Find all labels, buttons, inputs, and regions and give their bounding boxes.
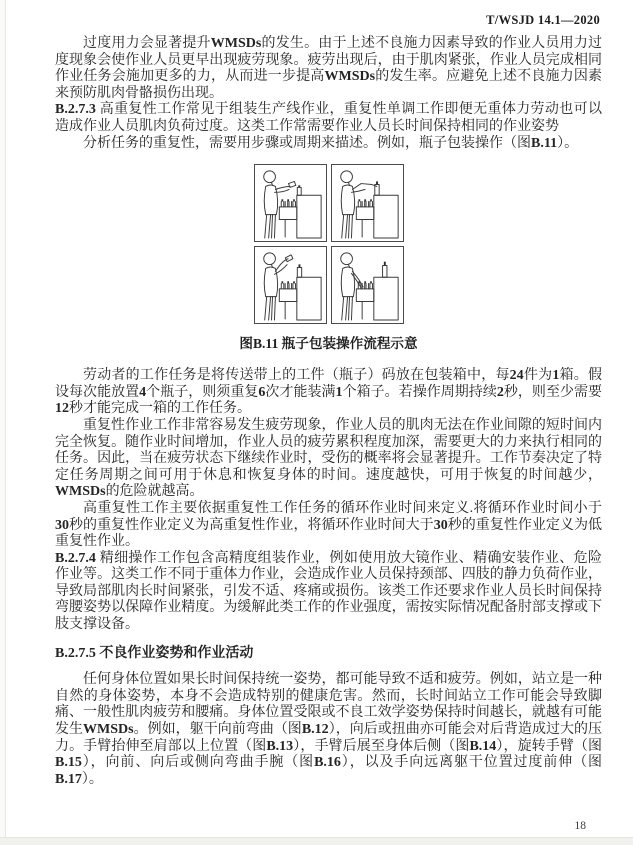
- paragraph: 分析任务的重复性，需要用步骤或周期来描述。例如，瓶子包装操作（图B.11）。: [83, 135, 579, 151]
- paragraph: B.2.7.4 精细操作工作包含高精度组装作业，例如使用放大镜作业、精确安装作业、危险作业等。这类工作不同于重体力作业，会造成作业人员保持颈部、四肢的静力负荷作业，导致局部肌肉长时间紧张，引发不适、疼痛或损伤。该类工作还要求作业人员长时间保持弯腰姿势以保障作业精度。为缓解此类工作的作业强度，需按实际情况配备肘部支撑或下肢支撑设备。: [55, 550, 602, 633]
- paragraph: 过度用力会显著提升WMSDs的发生。由于上述不良施力因素导致的作业人员用力过度现象会使作业人员更早出现疲劳现象。疲劳出现后，由于肌肉紧张，作业人员完成相同作业任务会施加更多的力，从而进一步提高WMSDs的发生率。应避免上述不良施力因素来预防肌肉骨骼损伤出现。: [55, 36, 603, 101]
- paragraph: 重复性作业工作非常容易发生疲劳现象，作业人员的肌肉无法在作业间隙的短时间内完全恢复。随作业时间增加，作业人员的疲劳累积程度加深，需要更大的力来执行相同的任务。因此，当在疲劳状态下继续作业时，受伤的概率将会显著提升。工作节奏决定了特定任务周期之间可用于休息和恢复身体的时间。速度越快，可用于恢复的时间越少，WMSDs的危险就越高。: [55, 417, 602, 500]
- clause-heading: B.2.7.5 不良作业姿势和作业活动: [55, 645, 254, 661]
- worker-packing-step2-illustration: [332, 165, 403, 241]
- worker-packing-step3-illustration: [255, 247, 326, 323]
- page-bottom-edge: [0, 837, 633, 845]
- paragraph: 任何身体位置如果长时间保持统一姿势，都可能导致不适和疲劳。例如，站立是一种自然的身体姿势，本身不会造成特别的健康危害。然而，长时间站立工作可能会导致脚痛、一般性肌肉疲劳和腰痛。身体位置受限或不良工效学姿势保持时间越长，就越有可能发生WMSDs。例如，躯干向前弯曲（图B.12），向后或扭曲亦可能会对后背造成过大的压力。手臂抬伸至肩部以上位置（图B.13），手臂后展至身体后侧（图B.14），旋转手臂（图B.15），向前、向后或侧向弯曲手腕（图B.16），以及手向远离躯干位置过度前伸（图B.17）。: [55, 672, 603, 787]
- standard-number-header: T/WSJD 14.1—2020: [486, 13, 600, 27]
- paragraph: 高重复性工作主要依据重复性工作任务的循环作业时间来定义.将循环作业时间小于30秒的重复性作业定义为高重复性作业，将循环作业时间大于30秒的重复性作业定义为低重复性作业。: [55, 500, 603, 550]
- figure-panel-1: [254, 164, 327, 242]
- page-left-edge: [0, 0, 6, 845]
- figure-panel-3: [254, 246, 327, 324]
- paragraph: 劳动者的工作任务是将传送带上的工件（瓶子）码放在包装箱中，每24件为1箱。假设每次能放置4个瓶子，则须重复6次才能装满1个箱子。若操作周期持续2秒，则至少需要12秒才能完成一箱的工作任务。: [55, 368, 603, 417]
- figure-panel-2: [331, 164, 404, 242]
- page-content: [55, 36, 602, 788]
- worker-packing-step4-illustration: [332, 247, 403, 323]
- text-blocks-bottom: [55, 368, 602, 788]
- text-blocks-top: [55, 36, 602, 152]
- worker-packing-step1-illustration: [255, 165, 326, 241]
- figure-panel-4: [331, 246, 404, 324]
- paragraph: B.2.7.3 高重复性工作常见于组装生产线作业，重复性单调工作即便无重体力劳动也可以造成作业人员肌肉负荷过度。这类工作常需要作业人员长时间保持相同的作业姿势: [55, 102, 602, 134]
- figure-b11: [254, 164, 404, 324]
- figure-caption: 图B.11 瓶子包装操作流程示意: [239, 336, 418, 352]
- page-number: 18: [574, 820, 586, 832]
